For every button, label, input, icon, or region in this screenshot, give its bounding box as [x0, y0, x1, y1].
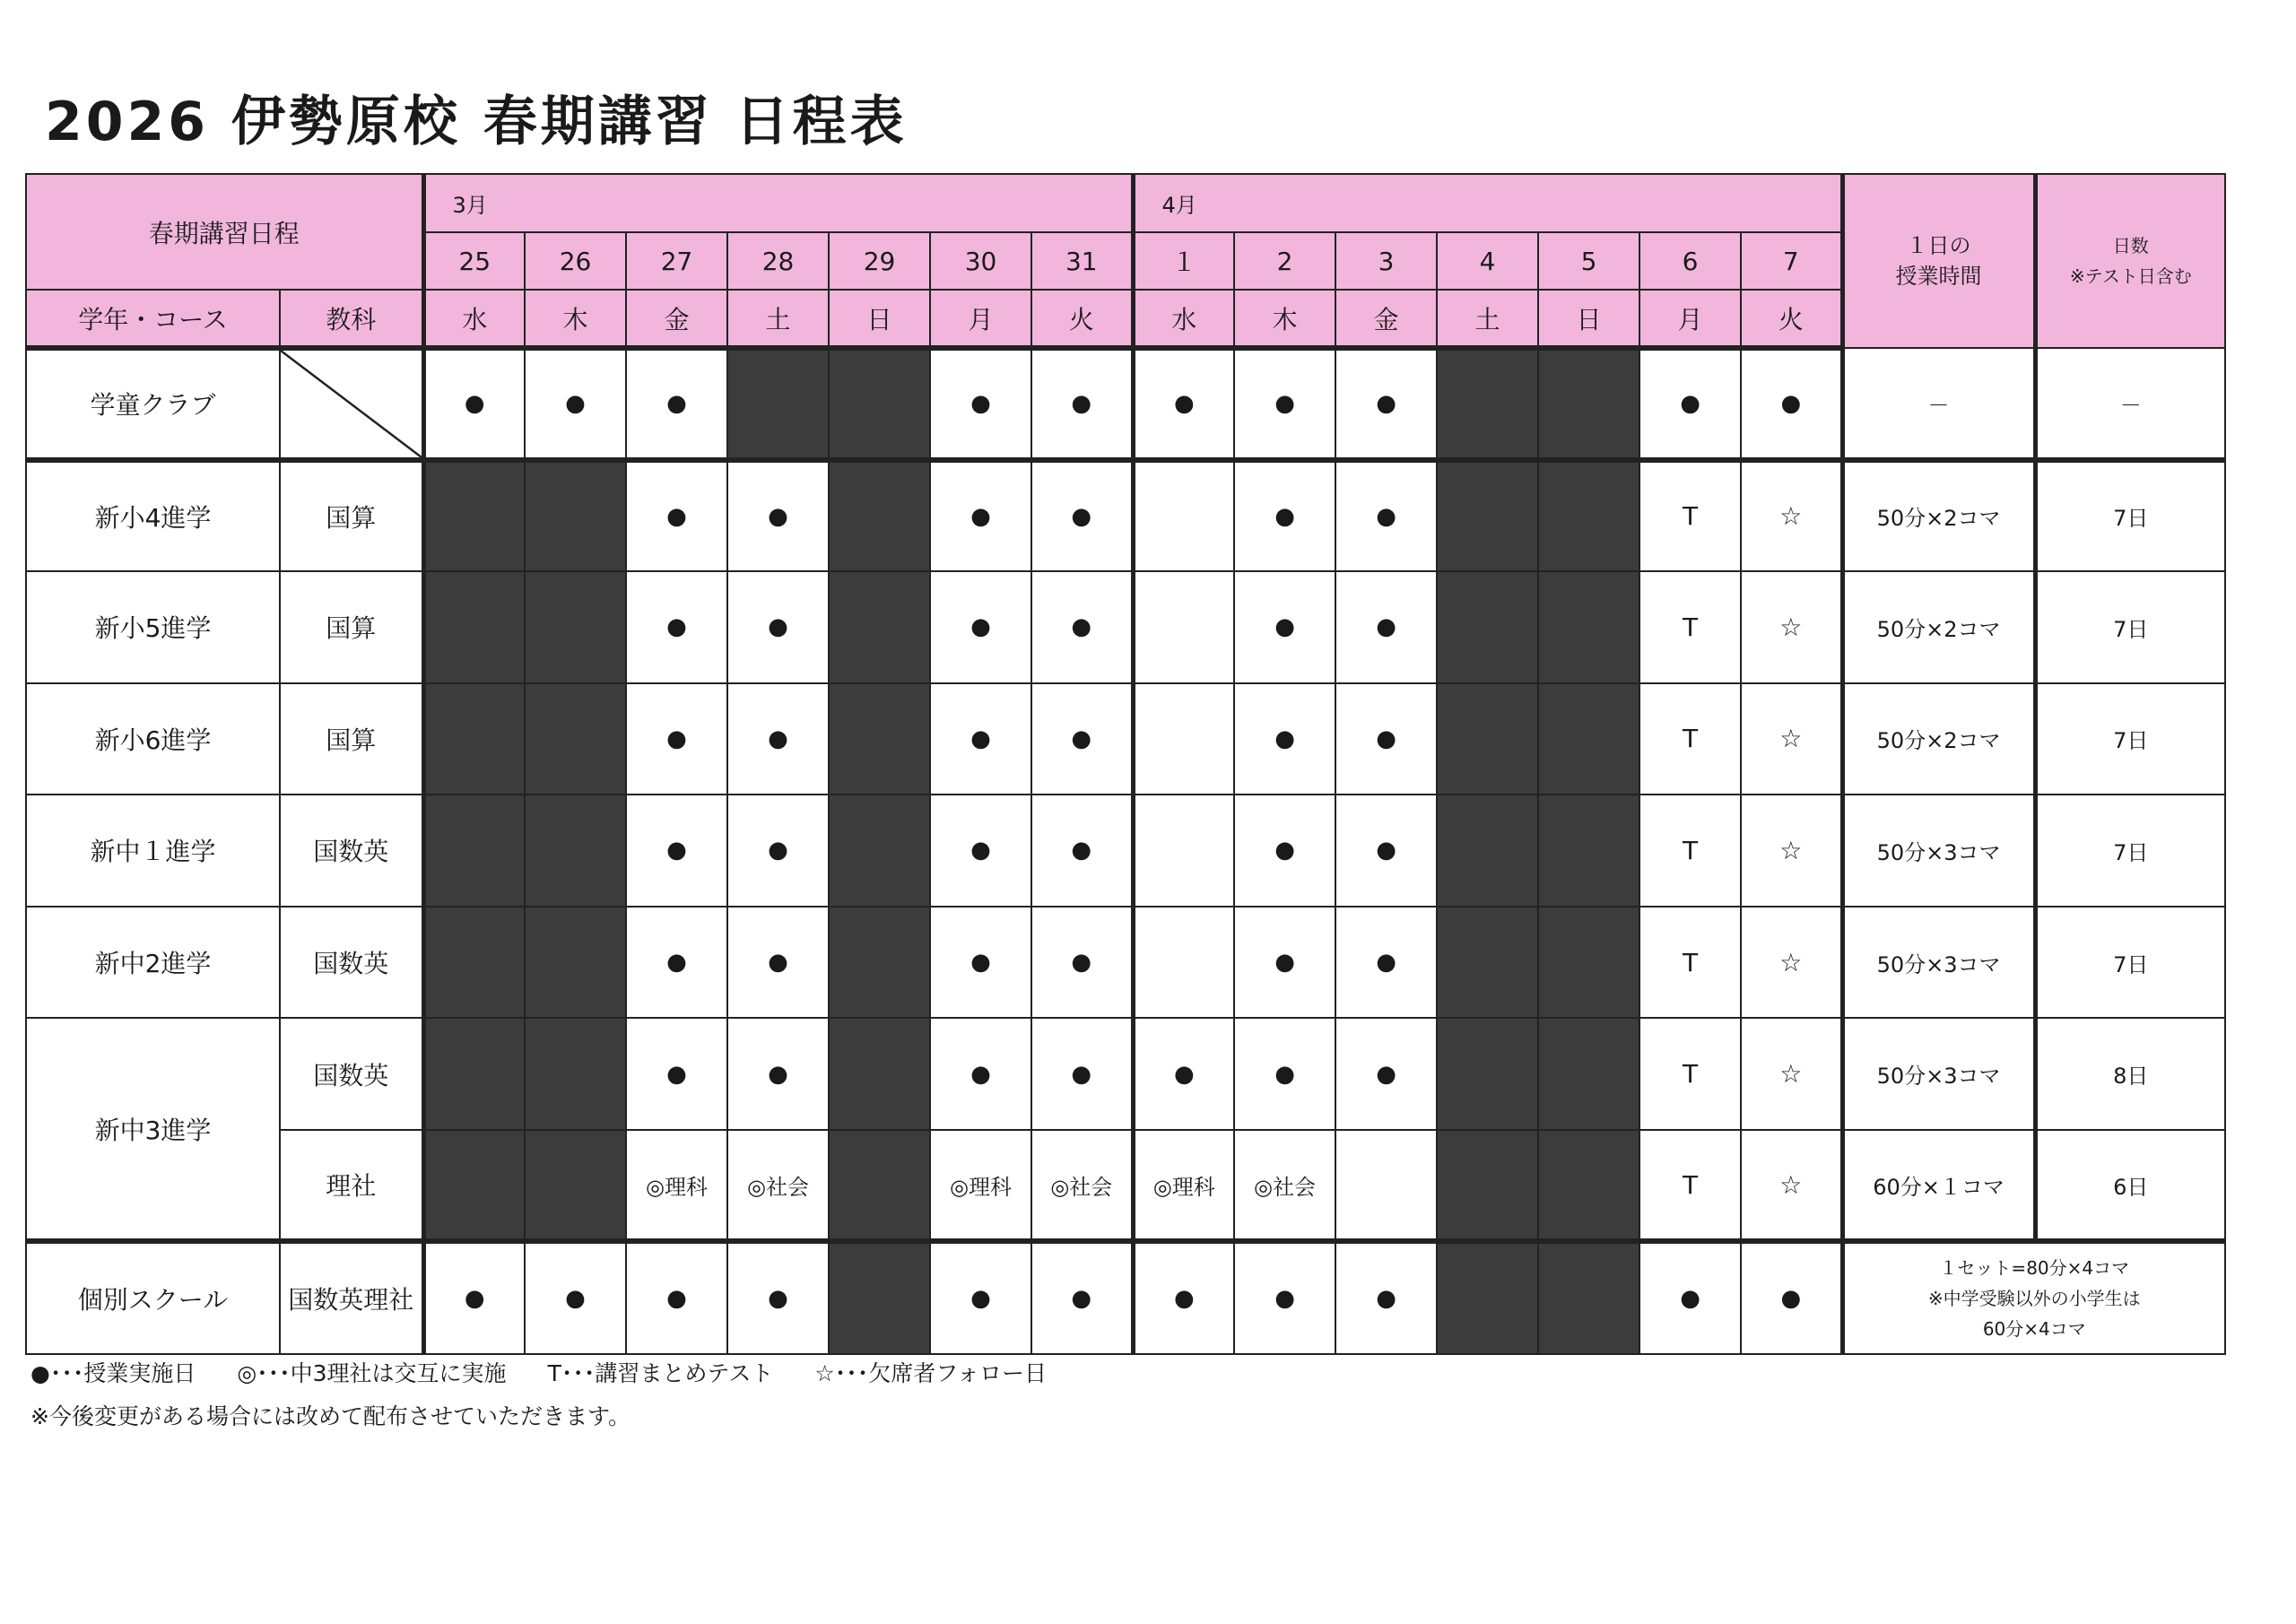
day-cell: ● [930, 348, 1031, 460]
header-row-months [26, 174, 2225, 232]
days-count: 7日 [2035, 907, 2225, 1019]
weekday-cell: 木 [525, 290, 626, 348]
day-cell: ● [1335, 1241, 1437, 1354]
day-cell: ● [1031, 683, 1133, 795]
days-count: － [2035, 348, 2225, 460]
day-cell: ● [1031, 1018, 1133, 1130]
day-cell [525, 460, 626, 572]
course-subject: 理社 [280, 1130, 423, 1242]
weekday-cell: 火 [1031, 290, 1133, 348]
legend-star: ☆･･･欠席者フォロー日 [814, 1360, 1048, 1386]
day-cell: ● [525, 1241, 626, 1354]
date-cell: 5 [1538, 232, 1639, 290]
day-cell [1437, 683, 1538, 795]
legend-test: T･･･講習まとめテスト [547, 1360, 774, 1386]
legend [30, 1357, 1088, 1391]
course-subject: 国算 [280, 460, 423, 572]
day-cell: ● [1335, 460, 1437, 572]
date-cell: 4 [1437, 232, 1538, 290]
day-cell [1538, 795, 1639, 907]
day-cell: ● [1234, 460, 1335, 572]
day-cell: ● [1234, 1241, 1335, 1354]
time-per-day: 50分×3コマ [1842, 907, 2035, 1019]
day-cell: ● [1335, 907, 1437, 1019]
weekday-cell: 月 [930, 290, 1031, 348]
day-cell: ● [1335, 571, 1437, 683]
day-cell: ● [1335, 348, 1437, 460]
days-count: 7日 [2035, 683, 2225, 795]
day-cell: T [1639, 1018, 1741, 1130]
day-cell [1437, 460, 1538, 572]
course-subject: 国数英理社 [280, 1241, 423, 1354]
weekday-cell: 土 [1437, 290, 1538, 348]
date-cell: 2 [1234, 232, 1335, 290]
day-cell [1133, 683, 1234, 795]
day-cell: ☆ [1741, 1130, 1842, 1242]
date-cell: 7 [1741, 232, 1842, 290]
day-cell: ◎社会 [1234, 1130, 1335, 1242]
day-cell: ● [930, 907, 1031, 1019]
date-cell: 6 [1639, 232, 1741, 290]
weekday-cell: 水 [1133, 290, 1234, 348]
weekday-cell: 金 [1335, 290, 1437, 348]
day-cell: ● [1133, 1241, 1234, 1354]
day-cell: ● [1031, 348, 1133, 460]
day-cell: ● [1741, 348, 1842, 460]
day-cell [423, 795, 525, 907]
day-cell [829, 1018, 930, 1130]
day-cell [1538, 1241, 1639, 1354]
day-cell: ◎社会 [727, 1130, 829, 1242]
time-per-day: 50分×3コマ [1842, 1018, 2035, 1130]
day-cell: ● [626, 348, 727, 460]
day-cell [1437, 795, 1538, 907]
day-cell: ● [930, 460, 1031, 572]
course-name: 学童クラブ [26, 348, 280, 460]
day-cell: T [1639, 571, 1741, 683]
weekday-cell: 木 [1234, 290, 1335, 348]
schedule-label: 春期講習日程 [26, 174, 423, 290]
day-cell [829, 1130, 930, 1242]
weekday-cell: 火 [1741, 290, 1842, 348]
day-cell: ● [930, 1241, 1031, 1354]
day-cell [1538, 460, 1639, 572]
day-cell: T [1639, 1130, 1741, 1242]
course-subject: 国算 [280, 683, 423, 795]
weekday-cell: 日 [1538, 290, 1639, 348]
date-cell: 3 [1335, 232, 1437, 290]
day-cell: ● [1133, 1018, 1234, 1130]
grade-course-header: 学年・コース [26, 290, 280, 348]
subject-empty [280, 348, 423, 460]
day-cell [1538, 1018, 1639, 1130]
date-cell: 30 [930, 232, 1031, 290]
day-cell [525, 795, 626, 907]
date-cell: １ [1133, 232, 1234, 290]
day-cell: ● [727, 571, 829, 683]
day-cell [423, 1130, 525, 1242]
day-cell: ● [626, 460, 727, 572]
time-per-day-header: １日の 授業時間 [1842, 174, 2035, 348]
day-cell: ◎理科 [930, 1130, 1031, 1242]
day-cell: ● [423, 348, 525, 460]
day-cell: ● [1234, 683, 1335, 795]
weekday-cell: 水 [423, 290, 525, 348]
table-row [26, 571, 2225, 683]
day-cell: ● [1639, 1241, 1741, 1354]
day-cell: ● [930, 571, 1031, 683]
day-cell: ☆ [1741, 795, 1842, 907]
day-cell [423, 1018, 525, 1130]
day-cell: ● [626, 683, 727, 795]
day-cell [1538, 571, 1639, 683]
day-cell [525, 1130, 626, 1242]
time-per-day: 50分×2コマ [1842, 571, 2035, 683]
weekday-cell: 日 [829, 290, 930, 348]
day-cell [525, 907, 626, 1019]
day-cell [1133, 795, 1234, 907]
schedule-table [25, 173, 2226, 1355]
legend-dot: ●･･･授業実施日 [30, 1360, 196, 1386]
day-cell: ● [423, 1241, 525, 1354]
day-cell: ● [1234, 795, 1335, 907]
course-name: 新小5進学 [26, 571, 280, 683]
day-cell [525, 1018, 626, 1130]
day-cell: ● [930, 795, 1031, 907]
day-cell: ☆ [1741, 571, 1842, 683]
day-cell [1335, 1130, 1437, 1242]
day-cell [1437, 571, 1538, 683]
day-cell: ● [1639, 348, 1741, 460]
day-cell: T [1639, 795, 1741, 907]
day-cell: ● [1031, 1241, 1133, 1354]
date-cell: 28 [727, 232, 829, 290]
day-cell: T [1639, 907, 1741, 1019]
day-cell: ● [1335, 795, 1437, 907]
day-cell [1538, 683, 1639, 795]
day-cell: ● [1031, 907, 1133, 1019]
course-subject: 国算 [280, 571, 423, 683]
day-cell [1133, 571, 1234, 683]
day-cell: ● [1031, 571, 1133, 683]
day-cell [423, 460, 525, 572]
day-cell: ☆ [1741, 907, 1842, 1019]
day-cell [829, 1241, 930, 1354]
day-cell: ● [930, 1018, 1031, 1130]
table-row [26, 348, 2225, 460]
day-cell: ◎理科 [626, 1130, 727, 1242]
day-cell: ● [727, 795, 829, 907]
day-cell: ● [930, 683, 1031, 795]
day-cell: ● [727, 683, 829, 795]
course-name: 新小4進学 [26, 460, 280, 572]
day-cell [1538, 907, 1639, 1019]
day-cell: ☆ [1741, 1018, 1842, 1130]
footnote: ※今後変更がある場合には改めて配布させていただきます。 [30, 1403, 631, 1429]
days-count: 7日 [2035, 795, 2225, 907]
day-cell [1437, 1018, 1538, 1130]
day-cell [727, 348, 829, 460]
day-cell [829, 907, 930, 1019]
course-name: 新中2進学 [26, 907, 280, 1019]
day-cell: ◎理科 [1133, 1130, 1234, 1242]
weekday-cell: 土 [727, 290, 829, 348]
day-cell [1133, 907, 1234, 1019]
day-cell: ● [727, 460, 829, 572]
course-subject: 国数英 [280, 795, 423, 907]
day-cell: ● [1335, 683, 1437, 795]
course-name: 新小6進学 [26, 683, 280, 795]
day-cell: T [1639, 683, 1741, 795]
days-count: 6日 [2035, 1130, 2225, 1242]
day-cell: ● [1234, 907, 1335, 1019]
day-cell: ● [626, 795, 727, 907]
day-cell [829, 348, 930, 460]
weekday-cell: 金 [626, 290, 727, 348]
day-cell [829, 683, 930, 795]
days-count-header: 日数 ※テスト日含む [2035, 174, 2225, 348]
days-count: 7日 [2035, 460, 2225, 572]
day-cell: ☆ [1741, 683, 1842, 795]
table-row [26, 1018, 2225, 1130]
days-count: 7日 [2035, 571, 2225, 683]
date-cell: 29 [829, 232, 930, 290]
day-cell [1133, 460, 1234, 572]
day-cell [829, 571, 930, 683]
date-cell: 31 [1031, 232, 1133, 290]
date-cell: 26 [525, 232, 626, 290]
day-cell [525, 683, 626, 795]
day-cell [525, 571, 626, 683]
day-cell: ● [1234, 571, 1335, 683]
day-cell: ● [1031, 460, 1133, 572]
page-title: 2026 伊勢原校 春期講習 日程表 [45, 91, 908, 153]
days-count: 8日 [2035, 1018, 2225, 1130]
day-cell: T [1639, 460, 1741, 572]
day-cell: ● [525, 348, 626, 460]
course-name: 個別スクール [26, 1241, 280, 1354]
date-cell: 27 [626, 232, 727, 290]
subject-header: 教科 [280, 290, 423, 348]
course-name: 新中3進学 [26, 1018, 280, 1241]
day-cell: ● [1234, 1018, 1335, 1130]
day-cell [1538, 348, 1639, 460]
table-row [26, 460, 2225, 572]
day-cell: ☆ [1741, 460, 1842, 572]
day-cell [423, 907, 525, 1019]
day-cell [829, 460, 930, 572]
course-subject: 国数英 [280, 907, 423, 1019]
day-cell: ● [1031, 795, 1133, 907]
month-april: 4月 [1133, 174, 1842, 232]
table-row [26, 1130, 2225, 1242]
individual-time-note: １セット=80分×4コマ ※中学受験以外の小学生は 60分×4コマ [1842, 1241, 2225, 1354]
table-row [26, 1241, 2225, 1354]
table-row [26, 907, 2225, 1019]
day-cell [1437, 348, 1538, 460]
time-per-day: 60分×１コマ [1842, 1130, 2035, 1242]
day-cell [423, 683, 525, 795]
time-per-day: － [1842, 348, 2035, 460]
day-cell [829, 795, 930, 907]
day-cell: ● [1133, 348, 1234, 460]
day-cell: ● [727, 907, 829, 1019]
day-cell [1437, 1130, 1538, 1242]
legend-double-circle: ◎･･･中3理社は交互に実施 [237, 1360, 507, 1386]
table-row [26, 795, 2225, 907]
day-cell: ● [626, 1018, 727, 1130]
day-cell [423, 571, 525, 683]
course-name: 新中１進学 [26, 795, 280, 907]
day-cell: ● [727, 1018, 829, 1130]
time-per-day: 50分×2コマ [1842, 683, 2035, 795]
month-march: 3月 [423, 174, 1133, 232]
day-cell: ● [1741, 1241, 1842, 1354]
date-cell: 25 [423, 232, 525, 290]
day-cell: ● [626, 907, 727, 1019]
time-per-day: 50分×3コマ [1842, 795, 2035, 907]
day-cell: ● [1234, 348, 1335, 460]
day-cell: ● [626, 571, 727, 683]
weekday-cell: 月 [1639, 290, 1741, 348]
time-per-day: 50分×2コマ [1842, 460, 2035, 572]
day-cell: ● [727, 1241, 829, 1354]
course-subject: 国数英 [280, 1018, 423, 1130]
day-cell: ● [1335, 1018, 1437, 1130]
day-cell: ◎社会 [1031, 1130, 1133, 1242]
table-row [26, 683, 2225, 795]
day-cell [1538, 1130, 1639, 1242]
day-cell: ● [626, 1241, 727, 1354]
day-cell [1437, 907, 1538, 1019]
day-cell [1437, 1241, 1538, 1354]
